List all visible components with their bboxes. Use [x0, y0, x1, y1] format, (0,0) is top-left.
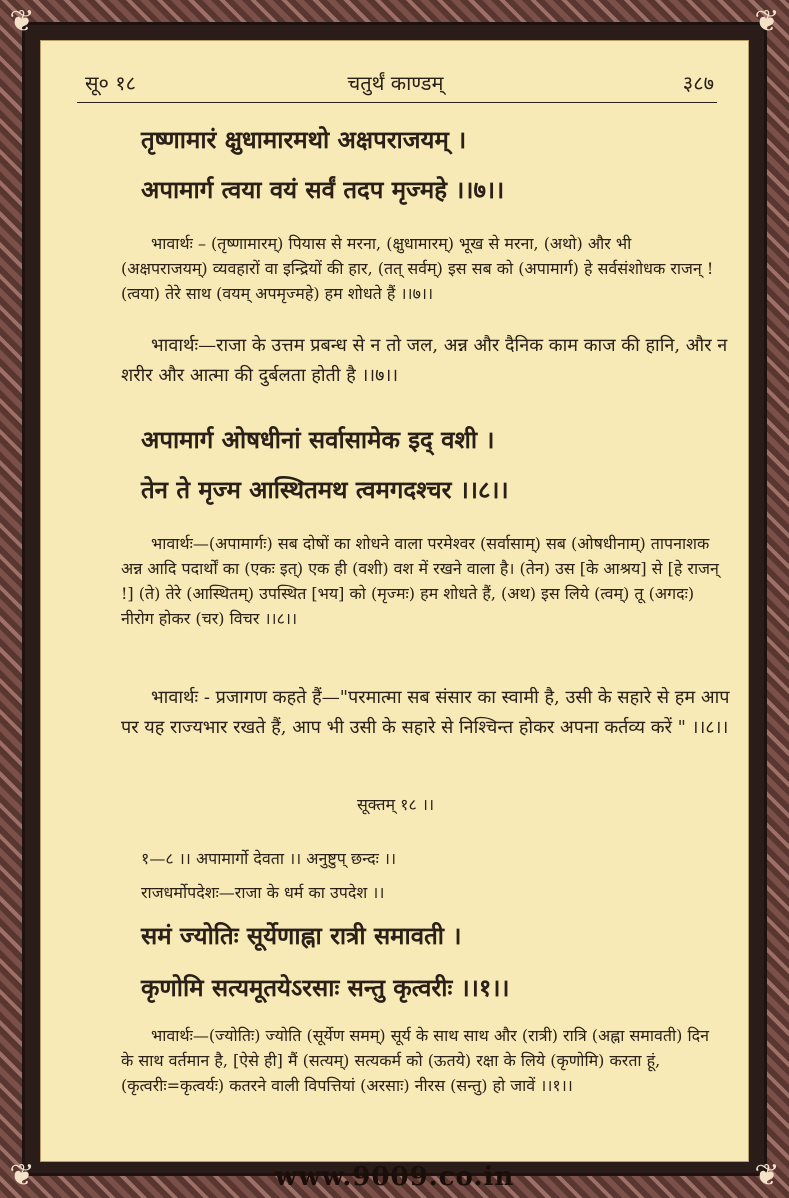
- corner-ornament-icon: ❦: [9, 4, 35, 39]
- sukta-heading: सूक्तम् १८ ।।: [356, 795, 435, 814]
- book-page: [40, 40, 749, 1162]
- corner-ornament-icon: ❦: [754, 1158, 780, 1193]
- page-header: [41, 69, 750, 99]
- verse-7-line-1: तृष्णामारं क्षुधामारमथो अक्षपराजयम् ।: [141, 125, 467, 154]
- verse-8-meaning: [121, 531, 721, 631]
- verse-7-meaning-text: भावार्थः – (तृष्णामारम्) पियास से मरना, (क्षुधामारम्) भूख से मरना, (अथो) और भी (अक्षपराजयम्) व्यवहारों वा इन्द्रियों की हार, (तत् सर्वम्) इस सब को (अपामार्ग) हे सर्वसंशोधक राजन् ! (त्वया) तेरे साथ (वयम् अपमृज्महे) हम शोधते हैं ।।७।।: [121, 234, 714, 303]
- verse-8-meaning-text: भावार्थः—(अपामार्गः) सब दोषों का शोधने वाला परमेश्वर (सर्वासाम्) सब (ओषधीनाम्) तापनाशक अन्न आदि पदार्थों का (एकः इत्) एक ही (वशी) वश में रखने वाला है। (तेन) उस [के आश्रय] से [हे राजन् !] (ते) तेरे (आस्थितम्) उपस्थित [भय] को (मृज्मः) हम शोधते हैं, (अथ) इस लिये (त्वम्) तू (अगदः) नीरोग होकर (चर) विचर ।।८।।: [121, 534, 719, 628]
- kanda-title: चतुर्थं काण्डम्: [347, 71, 444, 95]
- header-divider: [77, 102, 717, 103]
- verse-8-summary-text: भावार्थः - प्रजागण कहते हैं—"परमात्मा सब संसार का स्वामी है, उसी के सहारे से हम आप पर यह राज्यभार रखते हैं, आप भी उसी के सहारे से निश्चिन्त होकर अपना कर्तव्य करें " ।।८।।: [121, 687, 730, 738]
- site-watermark: www.9009.co.in: [274, 1162, 515, 1192]
- page-number: ३८७: [682, 71, 714, 95]
- verse-1-meaning-text: भावार्थः—(ज्योतिः) ज्योति (सूर्येण समम्) सूर्य के साथ साथ और (रात्री) रात्रि (अह्ना समावती) दिन के साथ वर्तमान है, [ऐसे ही] मैं (सत्यम्) सत्यकर्म को (ऊतये) रक्षा के लिये (कृणोमि) करता हूं, (कृत्वरीः=कृत्वर्यः) कतरने वाली विपत्तियां (अरसाः) नीरस (सन्तु) हो जावें ।।१।।: [121, 1026, 709, 1095]
- verse-7-line-2: अपामार्ग त्वया वयं सर्वं तदप मृज्महे ।।७।।: [141, 175, 505, 204]
- verse-1-line-1: समं ज्योतिः सूर्येणाह्ना रात्री समावती ।: [141, 921, 462, 950]
- corner-ornament-icon: ❦: [754, 4, 780, 39]
- verse-8-line-1: अपामार्ग ओषधीनां सर्वासामेक इद् वशी ।: [141, 425, 495, 454]
- verse-7-meaning: [121, 231, 721, 306]
- devata-line: १—८ ।। अपामार्गो देवता ।। अनुष्टुप् छन्दः ।।: [141, 849, 397, 868]
- verse-7-summary-text: भावार्थः—राजा के उत्तम प्रबन्ध से न तो जल, अन्न और दैनिक काम काज की हानि, और न शरीर और आत्मा की दुर्बलता होती है ।।७।।: [121, 335, 728, 386]
- verse-8-summary: [121, 683, 731, 743]
- upadesh-line: राजधर्मोपदेशः—राजा के धर्म का उपदेश ।।: [141, 883, 385, 902]
- verse-7-summary: [121, 331, 731, 391]
- corner-ornament-icon: ❦: [9, 1158, 35, 1193]
- sukta-number: सू० १८: [85, 71, 137, 95]
- verse-1-meaning: [121, 1023, 721, 1098]
- verse-1-line-2: कृणोमि सत्यमूतयेऽरसाः सन्तु कृत्वरीः ।।१।।: [141, 973, 510, 1002]
- verse-8-line-2: तेन ते मृज्म आस्थितमथ त्वमगदश्चर ।।८।।: [141, 475, 509, 504]
